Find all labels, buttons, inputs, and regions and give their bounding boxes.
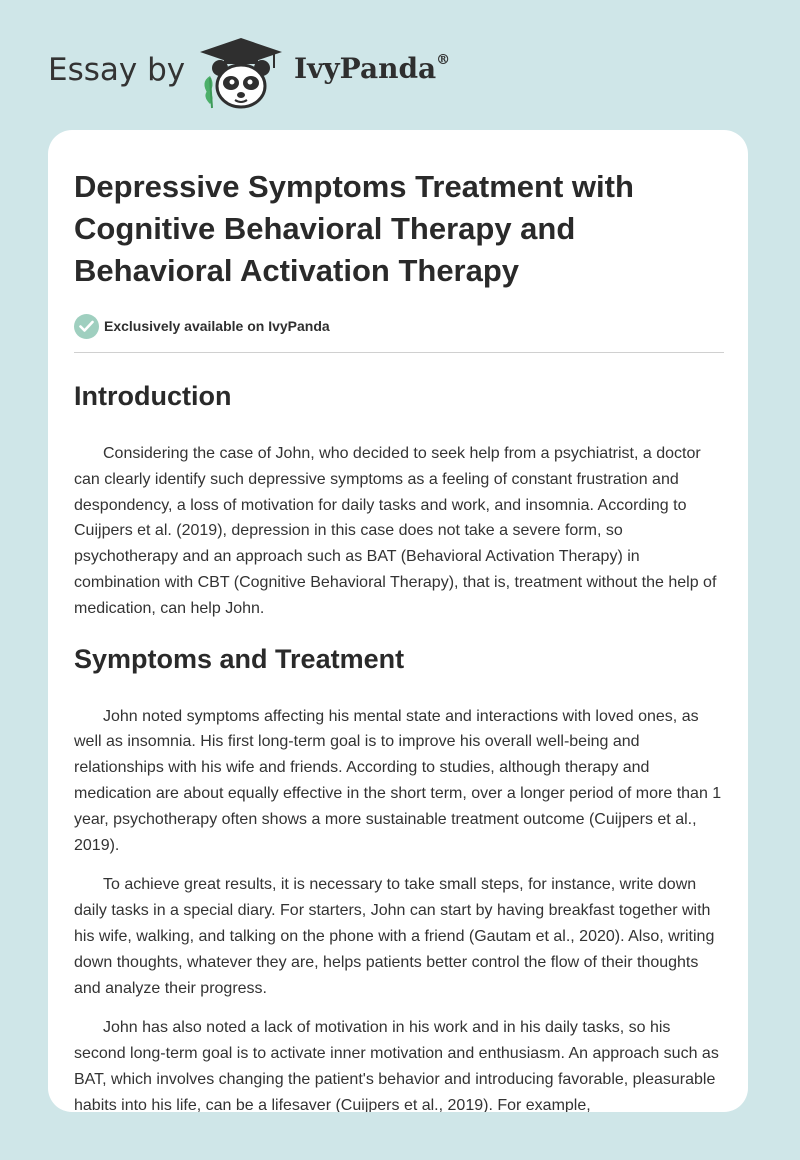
- brand-name[interactable]: IvyPanda®: [294, 52, 451, 85]
- paragraph: Considering the case of John, who decided to seek help from a psychiatrist, a doctor can clearly identify such depressive symptoms as a feeling of constant frustration and despondency, a loss of motivation for daily tasks and work, and insomnia. According to Cuijpers et al. (2019), depression in this case does not take a severe form, so psychotherapy and an approach such as BAT (Behavioral Activation Therapy) in combination with CBT (Cognitive Behavioral Therapy), that is, treatment without the help of medication, can help John.: [74, 445, 717, 617]
- paragraph: John noted symptoms affecting his mental state and interactions with loved ones, as well as insomnia. His first long-term goal is to improve his overall well-being and relationships with his wife and friends. According to studies, although therapy and medication are about equally effective in the short term, over a longer period of more than 1 year, psychotherapy often shows a more sustainable treatment outcome (Cuijpers et al., 2019).: [74, 707, 722, 854]
- brand-header: [48, 32, 508, 112]
- panda-graduation-cap-icon: [198, 34, 284, 110]
- essay-card: [48, 130, 748, 1112]
- paragraph: John has also noted a lack of motivation in his work and in his daily tasks, so his second long-term goal is to activate inner motivation and enthusiasm. An approach such as BAT, which involves changing the patient's behavior and introducing favorable, pleasurable habits into his life, can be a lifesaver (Cuijpers et al., 2019). For example,: [74, 1019, 719, 1112]
- section-heading-symptoms-and-treatment: Symptoms and Treatment: [74, 643, 405, 674]
- page-title: Depressive Symptoms Treatment with Cognitive Behavioral Therapy and Behavioral Activation Therapy: [74, 169, 634, 288]
- check-circle-icon: [74, 314, 99, 339]
- essay-content: [74, 130, 724, 1112]
- divider: [74, 352, 724, 353]
- exclusive-badge-text: Exclusively available on IvyPanda: [104, 318, 330, 334]
- brand-prefix: Essay by: [48, 52, 186, 88]
- section-heading-introduction: Introduction: [74, 381, 232, 411]
- registered-mark: ®: [436, 52, 451, 68]
- exclusive-badge: [74, 314, 724, 340]
- paragraph: To achieve great results, it is necessary to take small steps, for instance, write down daily tasks in a special diary. For starters, John can start by having breakfast together with his wife, walking, and talking on the phone with a friend (Gautam et al., 2020). Also, writing down thoughts, whatever they are, helps patients better control the flow of their thoughts and analyze their progress.: [74, 876, 715, 997]
